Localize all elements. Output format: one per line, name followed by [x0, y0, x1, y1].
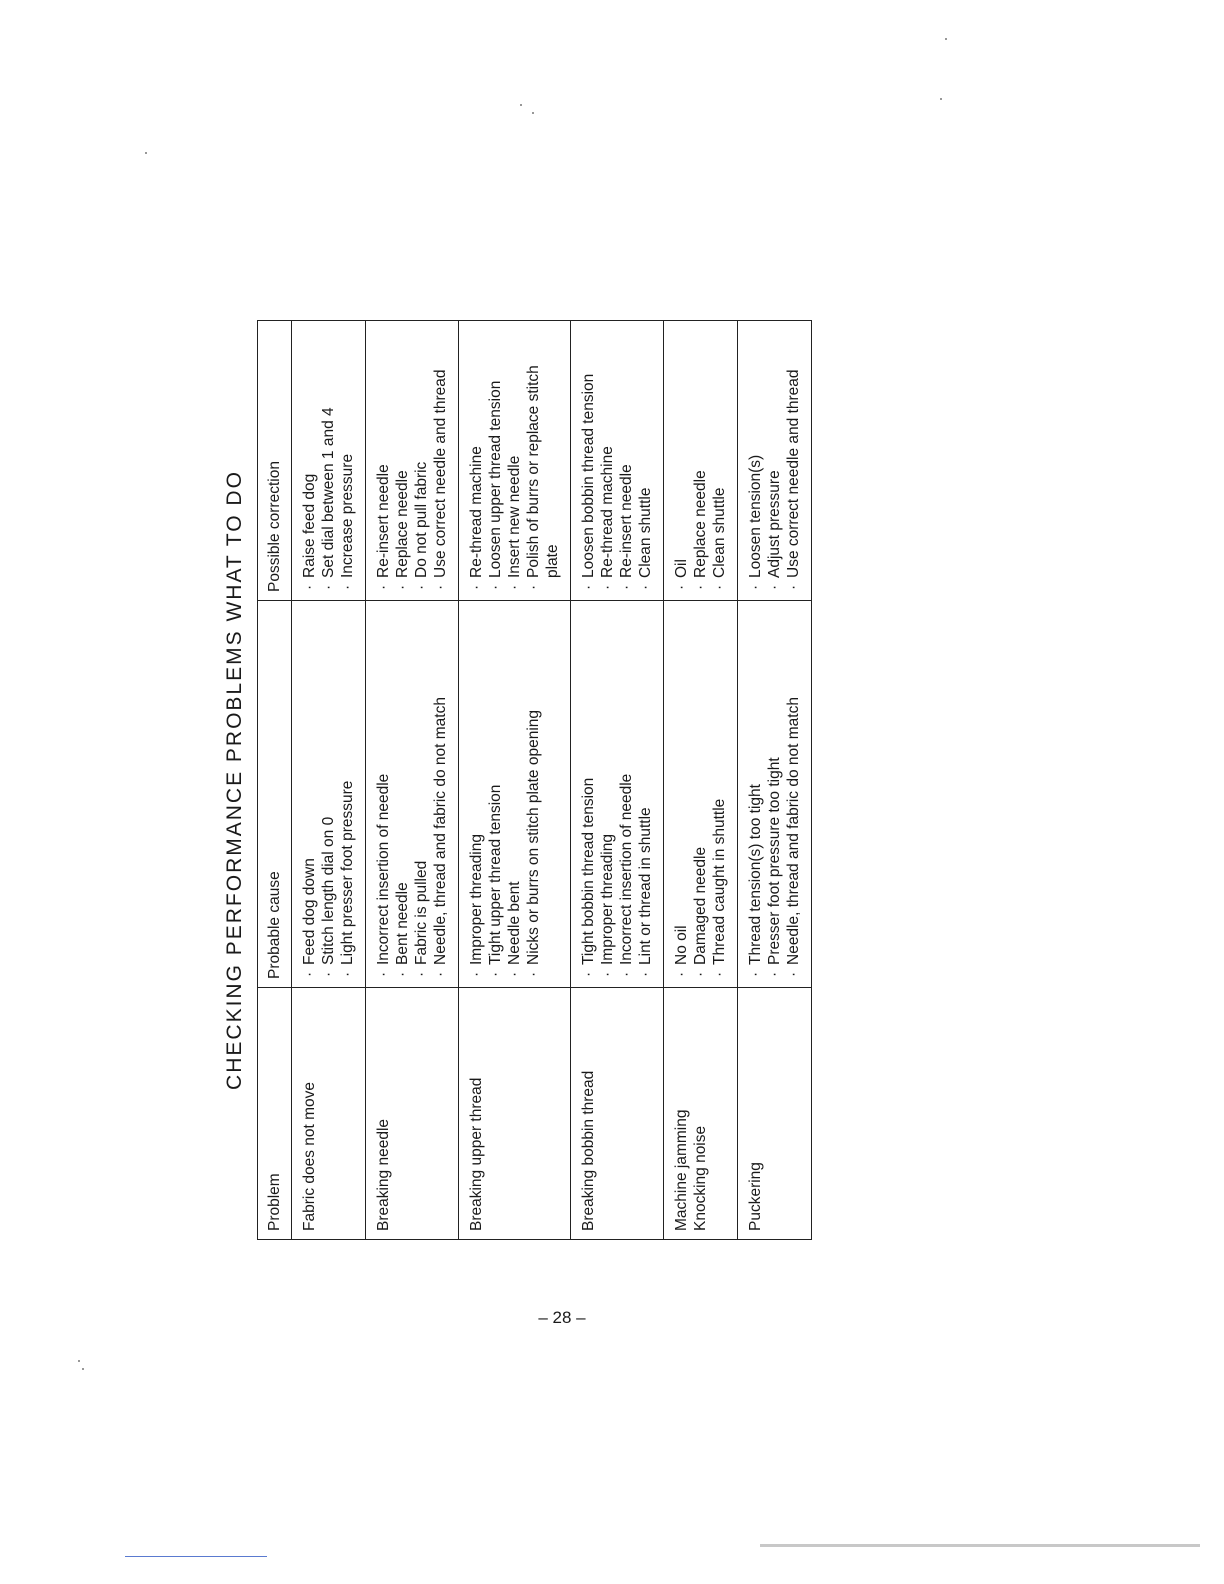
correction-item: · Oil — [672, 329, 691, 592]
header-problem: Problem — [258, 988, 292, 1240]
correction-item: · Re-insert needle — [617, 329, 636, 592]
scan-speck — [520, 104, 522, 106]
correction-item: · Loosen upper thread tension — [486, 329, 505, 592]
problem-label: Machine jamming — [673, 1109, 690, 1231]
correction-cell-list — [467, 329, 562, 592]
correction-item: · Raise feed dog — [300, 329, 319, 592]
correction-item: · Use correct needle and thread — [784, 329, 803, 592]
correction-cell-list — [374, 329, 450, 592]
cause-item: · Tight upper thread tension — [486, 609, 505, 979]
correction-item: · Loosen bobbin thread tension — [579, 329, 598, 592]
problem-label: Fabric does not move — [301, 1081, 318, 1231]
cause-cell — [738, 601, 812, 988]
cause-cell-list — [467, 609, 543, 979]
problem-cell — [571, 988, 664, 1240]
correction-cell-list — [672, 329, 729, 592]
problem-cell — [459, 988, 571, 1240]
cause-cell-list — [579, 609, 655, 979]
cause-item: · Tight bobbin thread tension — [579, 609, 598, 979]
correction-cell — [664, 321, 738, 601]
correction-cell-list — [746, 329, 803, 592]
correction-item: · Clean shuttle — [710, 329, 729, 592]
correction-item: · Do not pull fabric — [412, 329, 431, 592]
cause-item: · Thread tension(s) too tight — [746, 609, 765, 979]
correction-item: · Loosen tension(s) — [746, 329, 765, 592]
page-number: – 28 – — [538, 1308, 586, 1327]
scan-speck — [78, 1360, 80, 1362]
correction-cell — [366, 321, 459, 601]
correction-cell — [292, 321, 366, 601]
cause-item: · Needle, thread and fabric do not match — [784, 609, 803, 979]
correction-cell — [738, 321, 812, 601]
cause-item: · Fabric is pulled — [412, 609, 431, 979]
problem-label: Knocking noise — [692, 1125, 709, 1231]
table-header-row — [258, 321, 292, 1240]
cause-item: · Presser foot pressure too tight — [765, 609, 784, 979]
cause-item: · Lint or thread in shuttle — [636, 609, 655, 979]
problem-label: Puckering — [747, 1162, 764, 1231]
cause-cell-list — [746, 609, 803, 979]
cause-item: · Thread caught in shuttle — [710, 609, 729, 979]
scan-edge-line-right — [760, 1544, 1200, 1547]
scan-speck — [940, 98, 942, 100]
cause-cell — [459, 601, 571, 988]
cause-item: · Improper threading — [467, 609, 486, 979]
cause-item: · Incorrect insertion of needle — [374, 609, 393, 979]
cause-item: · Stitch length dial on 0 — [319, 609, 338, 979]
correction-item: · Re-insert needle — [374, 329, 393, 592]
correction-item: · Replace needle — [393, 329, 412, 592]
cause-cell — [292, 601, 366, 988]
correction-item: · Clean shuttle — [636, 329, 655, 592]
scan-edge-line-left — [125, 1556, 267, 1557]
problem-label: Breaking bobbin thread — [580, 1070, 597, 1231]
troubleshooting-table — [257, 320, 812, 1240]
table-body — [292, 321, 812, 1240]
correction-item: · Polish of burrs or replace stitch plate — [524, 329, 562, 592]
correction-cell-list — [579, 329, 655, 592]
table-row — [292, 321, 366, 1240]
problem-label: Breaking needle — [375, 1118, 392, 1231]
header-probable-cause: Probable cause — [258, 601, 292, 988]
problem-cell — [738, 988, 812, 1240]
problem-label: Breaking upper thread — [468, 1077, 485, 1231]
scan-speck — [532, 112, 534, 114]
correction-item: · Insert new needle — [505, 329, 524, 592]
scan-speck — [945, 38, 947, 40]
problem-cell — [292, 988, 366, 1240]
correction-item: · Increase pressure — [338, 329, 357, 592]
table-row — [664, 321, 738, 1240]
cause-cell — [366, 601, 459, 988]
cause-item: · Damaged needle — [691, 609, 710, 979]
correction-item: · Use correct needle and thread — [431, 329, 450, 592]
correction-cell — [459, 321, 571, 601]
correction-cell-list — [300, 329, 357, 592]
page-title: CHECKING PERFORMANCE PROBLEMS WHAT TO DO — [223, 470, 246, 1090]
problem-cell — [366, 988, 459, 1240]
correction-item: · Adjust pressure — [765, 329, 784, 592]
correction-cell — [571, 321, 664, 601]
scan-speck — [145, 152, 147, 154]
cause-item: · Feed dog down — [300, 609, 319, 979]
scan-speck — [82, 1368, 84, 1370]
cause-item: · Light presser foot pressure — [338, 609, 357, 979]
cause-item: · Needle, thread and fabric do not match — [431, 609, 450, 979]
cause-item: · Incorrect insertion of needle — [617, 609, 636, 979]
cause-cell-list — [300, 609, 357, 979]
cause-cell-list — [672, 609, 729, 979]
problem-cell — [664, 988, 738, 1240]
table-row — [366, 321, 459, 1240]
cause-item: · Bent needle — [393, 609, 412, 979]
correction-item: · Replace needle — [691, 329, 710, 592]
cause-cell-list — [374, 609, 450, 979]
cause-cell — [664, 601, 738, 988]
correction-item: · Re-thread machine — [598, 329, 617, 592]
correction-item: · Set dial between 1 and 4 — [319, 329, 338, 592]
table-row — [459, 321, 571, 1240]
cause-item: · Nicks or burrs on stitch plate opening — [524, 609, 543, 979]
cause-item: · Needle bent — [505, 609, 524, 979]
cause-item: · Improper threading — [598, 609, 617, 979]
rotated-sheet — [215, 280, 875, 1280]
cause-cell — [571, 601, 664, 988]
correction-item: · Re-thread machine — [467, 329, 486, 592]
table-row — [571, 321, 664, 1240]
cause-item: · No oil — [672, 609, 691, 979]
header-possible-correction: Possible correction — [258, 321, 292, 601]
table-row — [738, 321, 812, 1240]
